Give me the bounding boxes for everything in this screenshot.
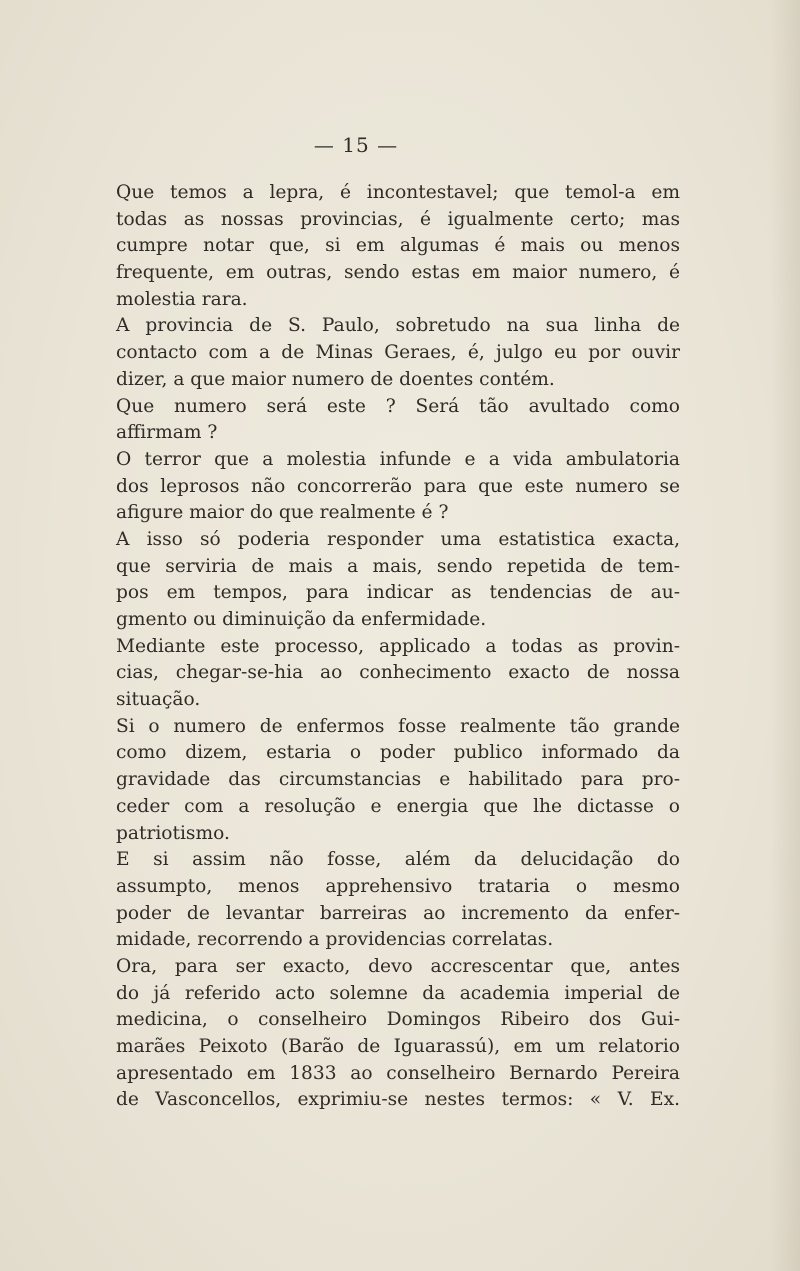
text-line: gmento ou diminuição da enfermidade. — [116, 609, 487, 630]
text-line: de Vasconcellos, exprimiu-se nestes termos: « V. Ex. — [116, 1089, 680, 1111]
page-number: — 15 — — [313, 133, 399, 157]
text-line: dizer, a que maior numero de doentes contém. — [116, 368, 555, 390]
text-line: A provincia de S. Paulo, sobretudo na sua linha de — [116, 315, 680, 337]
text-line: marães Peixoto (Barão de Iguarassú), em um relatorio — [116, 1036, 680, 1057]
text-line: Que numero será este ? Será tão avultado como — [116, 395, 680, 417]
text-line: Mediante este processo, applicado a todas as provin- — [116, 635, 680, 657]
text-line: ceder com a resolução e energia que lhe dictasse o — [116, 795, 680, 817]
text-line: medicina, o conselheiro Domingos Ribeiro dos Gui- — [116, 1009, 680, 1031]
text-line: poder de levantar barreiras ao incremento da enfer- — [116, 902, 680, 924]
text-line: cias, chegar-se-hia ao conhecimento exacto de nossa — [116, 662, 680, 684]
text-line: afigure maior do que realmente é ? — [116, 502, 449, 524]
text-line: dos leprosos não concorrerão para que este numero se — [116, 475, 680, 497]
text-line: gravidade das circumstancias e habilitado para pro- — [116, 769, 680, 791]
text-line: affirmam ? — [116, 422, 218, 444]
text-line: do já referido acto solemne da academia imperial de — [116, 982, 680, 1004]
text-line: Si o numero de enfermos fosse realmente tão grande — [116, 715, 680, 737]
text-line: assumpto, menos apprehensivo trataria o mesmo — [116, 875, 680, 897]
text-line: cumpre notar que, si em algumas é mais ou menos — [116, 235, 680, 257]
text-line: molestia rara. — [116, 288, 248, 310]
text-line: todas as nossas provincias, é igualmente certo; mas — [116, 208, 680, 230]
text-line: frequente, em outras, sendo estas em maior numero, é — [116, 262, 680, 284]
page-edge-shadow — [770, 0, 800, 1271]
text-line: Ora, para ser exacto, devo accrescentar que, antes — [116, 955, 680, 977]
text-line: A isso só poderia responder uma estatistica exacta, — [116, 528, 680, 550]
text-line: situação. — [116, 689, 201, 711]
text-line: contacto com a de Minas Geraes, é, julgo eu por ouvir — [116, 342, 680, 364]
body-text — [116, 180, 680, 1114]
text-line: como dizem, estaria o poder publico informado da — [116, 742, 680, 764]
text-line: apresentado em 1833 ao conselheiro Bernardo Pereira — [116, 1062, 680, 1084]
text-line: pos em tempos, para indicar as tendencias de au- — [116, 582, 680, 604]
text-line: O terror que a molestia infunde e a vida ambulatoria — [116, 448, 680, 470]
text-line: que serviria de mais a mais, sendo repetida de tem- — [116, 555, 680, 577]
text-line: patriotismo. — [116, 822, 230, 844]
text-line: E si assim não fosse, além da delucidação do — [116, 849, 680, 871]
text-line: Que temos a lepra, é incontestavel; que temol-a em — [116, 182, 680, 203]
text-line: midade, recorrendo a providencias correlatas. — [116, 929, 554, 951]
